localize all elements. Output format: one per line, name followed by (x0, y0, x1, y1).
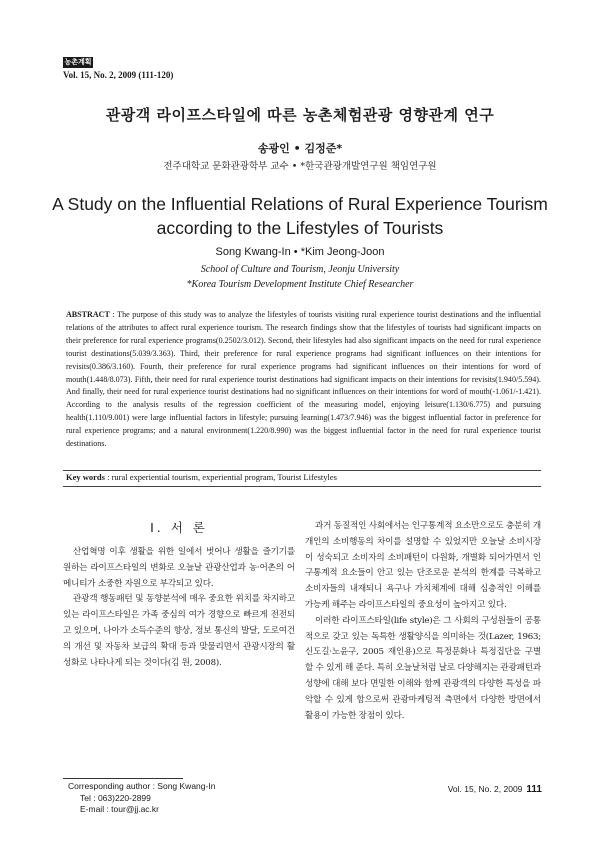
journal-badge: 농촌계획 (64, 58, 92, 66)
english-affiliation-1: School of Culture and Tourism, Jeonju University (200, 264, 400, 275)
section-heading: I. 서 론 (150, 520, 208, 535)
right-column (305, 519, 541, 724)
footnote-rule (63, 778, 183, 779)
left-column (63, 545, 295, 671)
english-title (0, 192, 600, 240)
korean-affiliation: 전주대학교 문화관광학부 교수 • *한국관광개발연구원 책임연구원 (163, 161, 437, 172)
keywords-text: : rural experiential tourism, experiential program, Tourist Lifestyles (107, 472, 337, 482)
english-title-line-1: A Study on the Influential Relations of Rural Experience Tourism (52, 194, 548, 214)
paragraph: 과거 동질적인 사회에서는 인구통계적 요소만으로도 충분히 개개인의 소비행동의 차이를 설명할 수 있었지만 오늘날 소비시장이 성숙되고 소비자의 소비패턴이 다원화, 개별화 되어가면서 인구통계적 요소들이 안고 있는 단조로운 분석의 한계를 극복하고 소비자들의 내재되니 욕구나 가치체계에 대해 심층적인 이해를 가능케 해주는 라이프스타일의 중요성이 높아지고 있다. (305, 521, 541, 610)
abstract-label: ABSTRACT (66, 310, 110, 319)
keywords-top-rule (63, 470, 541, 471)
keywords-bottom-rule (63, 486, 541, 487)
paragraph: 관광객 행동패턴 및 동향분석에 매우 중요한 위치를 차지하고 있는 라이프스타일은 가족 중심의 여가 경향으로 빠르게 전전되고 있으며, 나아가 소득수준의 향상, 정보 통신의 발달, 도로여건의 개선 및 자동차 보급의 확대 등과 맞물리면서 관광시장의 활성화로 나타나게 되는 것이다(김 원, 2008). (63, 594, 295, 668)
page-number: 111 (526, 784, 542, 795)
corresponding-tel: Tel : 063)220-2899 (80, 792, 151, 803)
corresponding-email: E-mail : tour@jj.ac.kr (80, 804, 160, 814)
korean-title: 관광객 라이프스타일에 따른 농촌체험관광 영향관계 연구 (105, 106, 495, 124)
english-authors: Song Kwang-In • *Kim Jeong-Joon (215, 246, 385, 258)
footer-journal: Vol. 15, No. 2, 2009 (447, 784, 523, 794)
english-title-line-2: according to the Lifestyles of Tourists (156, 218, 444, 238)
keywords (66, 472, 541, 482)
corresponding-author: Corresponding author : Song Kwang-In (68, 781, 216, 791)
volume-info: Vol. 15, No. 2, 2009 (111-120) (63, 70, 174, 80)
korean-authors: 송광인 • 김정준* (257, 142, 343, 155)
correspondence-note (68, 781, 215, 816)
abstract (66, 309, 541, 451)
paragraph: 이러한 라이프스타일(life style)은 그 사회의 구성원들이 공통적으로 갖고 있는 독특한 생활양식을 의미하는 것(Lazer, 1963; 신도길·노윤구, 2005 재인용)으로 특정문화나 특정집단을 구별할 수 있게 해 준다. 특히 오늘날처럼 날로 다양해지는 관광패턴과 성향에 대해 보다 면밀한 이해와 함께 관광객의 다양한 특성을 파악할 수 있게 함으로써 관광마케팅적 측면에서 다양한 방면에서 활용이 가능한 장점이 있다. (305, 615, 541, 721)
abstract-text: : The purpose of this study was to analyze the lifestyles of tourists visiting rural experience tourist destinations and the influential relations of the attributes to affect rural experience tourism. The research findings show that the lifestyles of tourists had significant impacts on their preference for rural experience programs(0.2502/3.012). Second, their lifestyles had also significant impacts on the need for rural experience tourist destinations(5.039/3.363). Third, their preference for rural experience programs had significant influences on their intentions for revisits(0.386/3.160). Fourth, their preference for rural experience programs had significant influences on their intentions for word of mouth(1.448/8.073). Fifth, their need for rural experience tourist destinations had significant impacts on their intentions for revisits(1.940/5.594). And finally, their need for rural experience tourist destinations had no significant influences on their intentions for word of mouth(-1.061/-1.421). According to the analysis results of the regression coefficient of the measuring model, enjoying leisure(1.130/6.775) and pursuing health(1.110/9.001) were large influential factors in lifestyle; pursuing learning(1.473/7.946) was the biggest influential factor in preference for rural experience programs; and a natural environment(1.220/8.990) was the biggest influential factor in the need for rural experience tourist destinations. (66, 310, 541, 449)
english-affiliation-2: *Korea Tourism Development Institute Chief Researcher (186, 279, 414, 290)
keywords-label: Key words (66, 472, 105, 482)
page-footer (448, 784, 542, 795)
paragraph: 산업혁명 이후 생활을 위한 일에서 벗어나 생활을 즐기기를 원하는 라이프스타일의 변화로 오늘날 관광산업과 농·어촌의 어메니티가 소중한 자원으로 부각되고 있다. (63, 547, 295, 589)
